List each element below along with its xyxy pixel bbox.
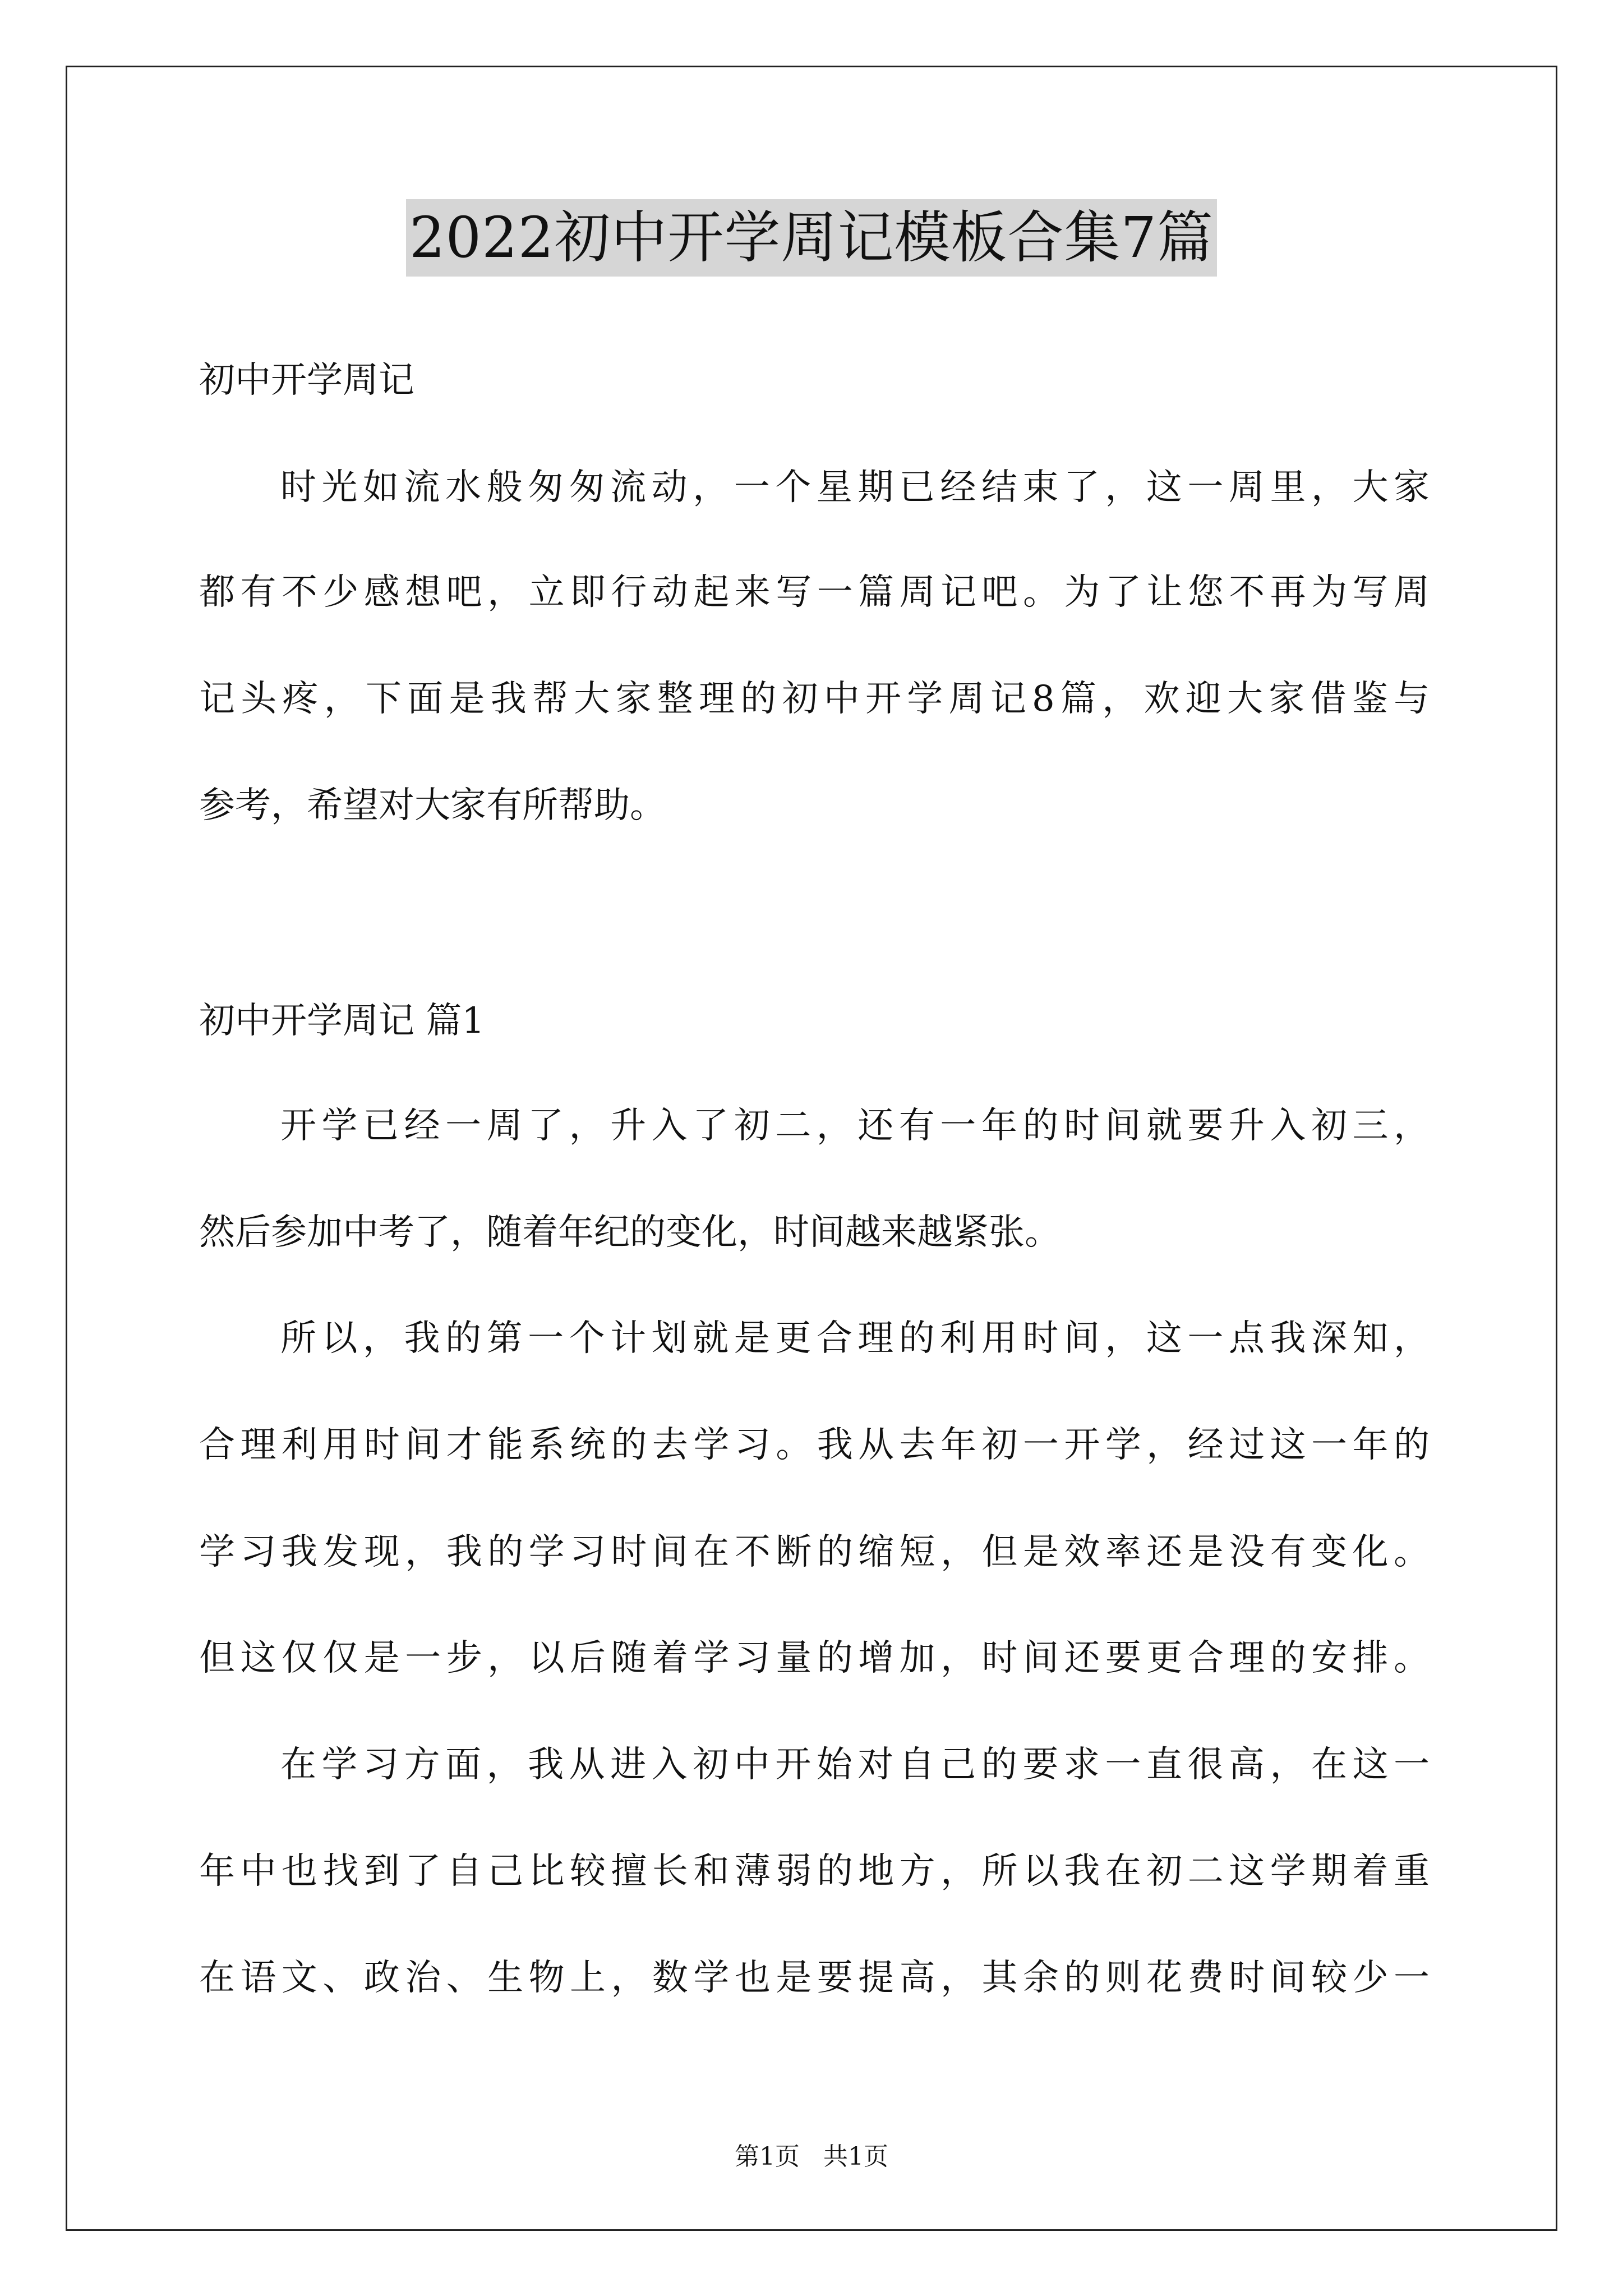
paragraph-line: 所以，我的第一个计划就是更合理的利用时间，这一点我深知， — [280, 1318, 1430, 1359]
page-footer: 第1页 共1页 — [735, 2142, 888, 2171]
paragraph-line: 参考，希望对大家有所帮助。 — [199, 785, 666, 826]
paragraph-line: 在语文、政治、生物上，数学也是要提高，其余的则花费时间较少一 — [199, 1957, 1430, 1999]
paragraph-line: 然后参加中考了，随着年纪的变化，时间越来越紧张。 — [199, 1212, 1061, 1253]
paragraph-line: 在学习方面，我从进入初中开始对自己的要求一直很高，在这一 — [280, 1744, 1430, 1786]
section-heading: 初中开学周记 篇1 — [199, 1000, 485, 1042]
document-title: 2022初中开学周记模板合集7篇 — [406, 199, 1217, 277]
paragraph-line: 年中也找到了自己比较擅长和薄弱的地方，所以我在初二这学期着重 — [199, 1851, 1430, 1892]
paragraph-line: 记头疼，下面是我帮大家整理的初中开学周记8篇，欢迎大家借鉴与 — [199, 678, 1430, 720]
paragraph-line: 时光如流水般匆匆流动，一个星期已经结束了，这一周里，大家 — [280, 467, 1430, 508]
paragraph-line: 合理利用时间才能系统的去学习。我从去年初一开学，经过这一年的 — [199, 1424, 1430, 1466]
section-heading: 初中开学周记 — [199, 360, 414, 401]
paragraph-line: 开学已经一周了，升入了初二，还有一年的时间就要升入初三， — [280, 1105, 1430, 1147]
paragraph-line: 都有不少感想吧，立即行动起来写一篇周记吧。为了让您不再为写周 — [199, 572, 1430, 613]
paragraph-line: 学习我发现，我的学习时间在不断的缩短，但是效率还是没有变化。 — [199, 1531, 1430, 1573]
title-container — [0, 199, 1623, 277]
paragraph-line: 但这仅仅是一步，以后随着学习量的增加，时间还要更合理的安排。 — [199, 1637, 1430, 1679]
